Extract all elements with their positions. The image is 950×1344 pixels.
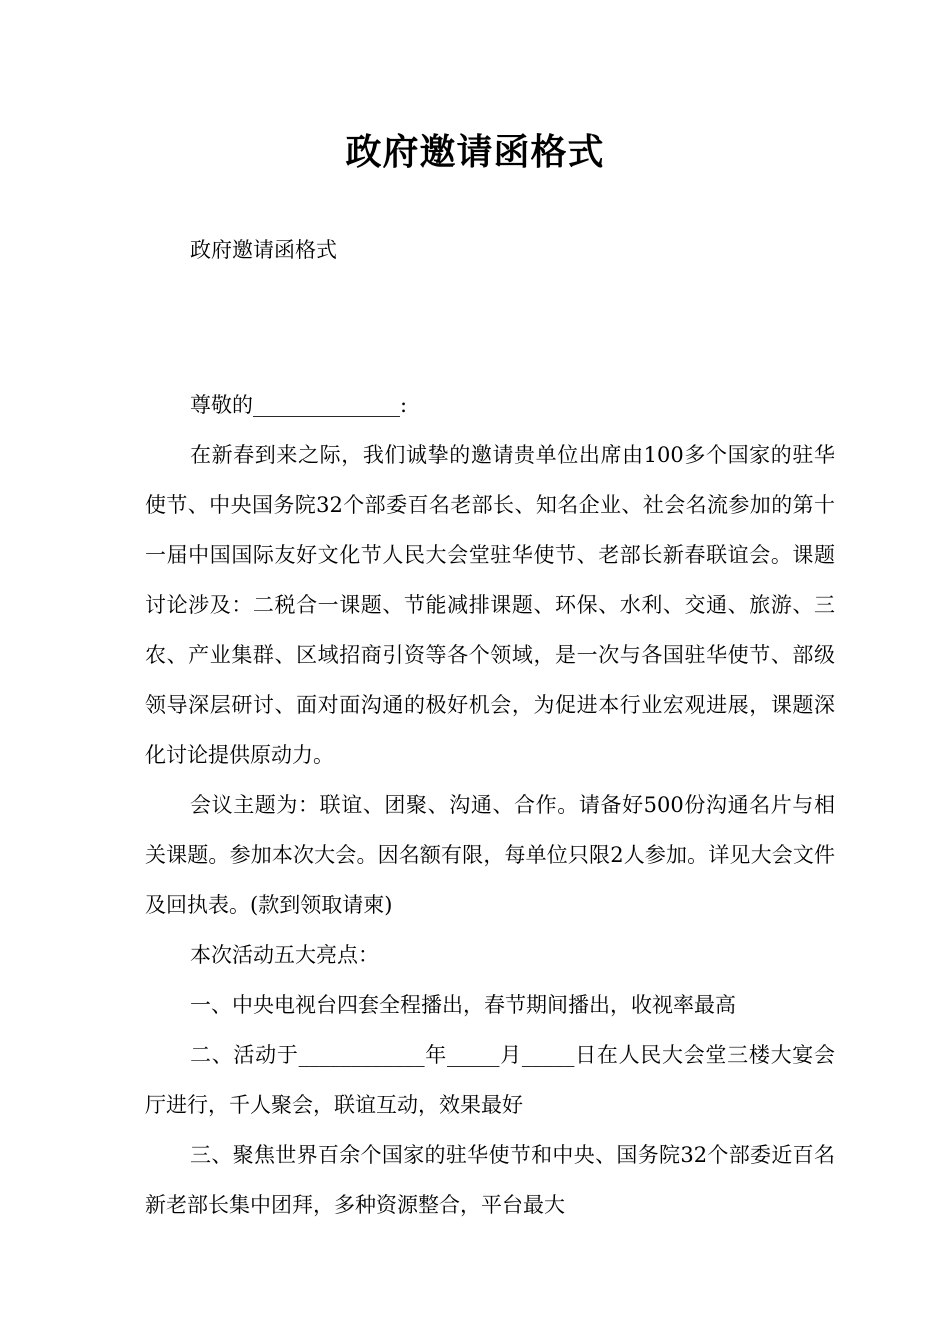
highlight-item: 二、活动于____________年_____月_____日在人民大会堂三楼大宴会厅进行，千人聚会，联谊互动，效果最好 xyxy=(145,1043,835,1117)
salutation-paragraph: 尊敬的______________: xyxy=(190,393,408,417)
meeting-theme-paragraph: 会议主题为：联谊、团聚、沟通、合作。请备好500份沟通名片与相关课题。参加本次大会。因名额有限，每单位只限2人参加。详见大会文件及回执表。(款到领取请柬) xyxy=(145,793,835,917)
highlights-heading: 本次活动五大亮点： xyxy=(190,943,379,967)
document-title: 政府邀请函格式 xyxy=(345,131,605,173)
invitation-paragraph: 在新春到来之际，我们诚挚的邀请贵单位出席由100多个国家的驻华使节、中央国务院32个部委百名老部长、知名企业、社会名流参加的第十一届中国国际友好文化节人民大会堂驻华使节、老部长新春联谊会。课题讨论涉及：二税合一课题、节能减排课题、环保、水利、交通、旅游、三农、产业集群、区域招商引资等各个领域，是一次与各国驻华使节、部级领导深层研讨、面对面沟通的极好机会，为促进本行业宏观进展，课题深化讨论提供原动力。 xyxy=(145,443,835,767)
highlight-item: 三、聚焦世界百余个国家的驻华使节和中央、国务院32个部委近百名新老部长集中团拜，多种资源整合，平台最大 xyxy=(145,1143,835,1217)
highlight-item: 一、中央电视台四套全程播出，春节期间播出，收视率最高 xyxy=(190,993,736,1017)
document-body xyxy=(145,380,835,1230)
document-subtitle: 政府邀请函格式 xyxy=(190,238,337,262)
